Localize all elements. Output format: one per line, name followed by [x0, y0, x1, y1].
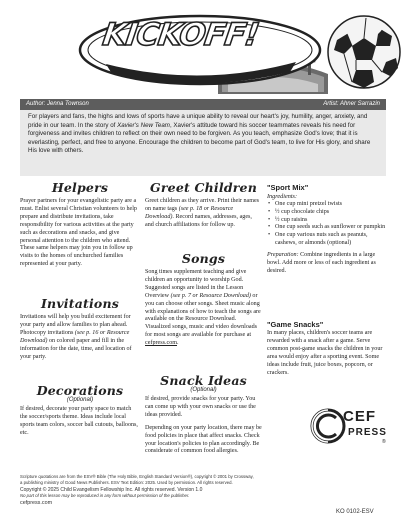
greet-body: [145, 198, 262, 230]
cef-press-logo: [310, 405, 386, 455]
cefpress-link[interactable]: cefpress.com: [145, 340, 177, 347]
greet-text-2: . Record names, addresses, ages, and church affiliations for follow up.: [145, 213, 252, 228]
footer-website-link[interactable]: cefpress.com: [20, 500, 53, 506]
header-artwork: [0, 0, 405, 97]
songs-text-end: .: [176, 340, 179, 347]
ingredients-label: Ingredients:: [267, 193, 298, 200]
invitations-body: [20, 314, 140, 361]
invitations-heading: Invitations: [40, 296, 119, 311]
cef-wordmark: CEF: [343, 408, 376, 425]
registered-mark: ®: [382, 439, 386, 445]
logo-subtitle: SOCCER PARTY: [150, 65, 217, 74]
game-snacks-recipe: [267, 320, 387, 377]
greet-heading: Greet Children: [150, 180, 257, 195]
decorations-heading: Decorations: [36, 383, 124, 398]
list-item: • One cup seeds such as sunflower or pumpkin: [267, 224, 387, 232]
list-item: • ½ cup raisins: [267, 217, 387, 225]
songs-body: [145, 269, 262, 348]
decorations-body: If desired, decorate your party space to match the soccer/sports theme. Ideas include local sports team colors, soccer ball cutouts, balloons, etc.: [20, 406, 138, 436]
sport-mix-title: "Sport Mix": [267, 183, 309, 192]
invitations-section: [20, 296, 140, 361]
greet-ref: (see p. 18 or Resource Download): [145, 205, 234, 220]
scripture-credit-1: Scripture quotations are from the ESV® Bible (The Holy Bible, English Standard Version®), copyright © 2001 by Crossway,: [20, 474, 254, 479]
product-code: KO 0102-ESV: [336, 509, 374, 515]
author-credit: Author: Jenna Townson: [26, 101, 89, 107]
songs-text-1: Song times supplement teaching and give children an opportunity to worship God. Suggested songs are listed in the Lesson Overview: [145, 269, 247, 299]
copyright-line: Copyright © 2025 Child Evangelism Fellowship Inc. All rights reserved. Version 1.0: [20, 487, 203, 493]
helpers-heading: Helpers: [51, 180, 109, 195]
greet-text-1: Greet children as they arrive. Print their names on name tags: [145, 198, 260, 212]
songs-heading: Songs: [181, 251, 226, 266]
snack-body-1: If desired, provide snacks for your party. You can come up with your own snacks or use the ideas provided.: [145, 396, 256, 418]
reproduction-notice: No part of this lesson may be reproduced in any form without permission of the publisher.: [20, 493, 190, 498]
game-snacks-body: In many places, children's soccer teams are rewarded with a snack after a game. Serve common post-game snacks the children in your area would enjoy after a sporting event. Some ideas include fruit, juice boxes, popcorn, or crackers.: [267, 330, 383, 376]
cef-emblem-icon: [310, 405, 346, 449]
scripture-credit-2: a publishing ministry of Good News Publishers. ESV Text Edition: 2025. Used by permission. All rights reserved.: [20, 480, 233, 485]
songs-section: [145, 251, 262, 348]
logo-title: KICKOFF!: [100, 17, 261, 53]
snack-body-2: Depending on your party location, there may be food policies in place that affect snacks. Check your location's policies to plan accordingly. Be considerate of common food allergies.: [145, 424, 262, 455]
preparation-text: [267, 252, 387, 276]
list-item: • ½ cup chocolate chips: [267, 209, 387, 217]
credits-bar: [20, 99, 386, 110]
decorations-section: [20, 383, 140, 438]
songs-text-2: or you can choose other songs. Sheet music along with explanations of how to teach the songs are available on the Resource Download. Visualized songs, music and video downloads for most songs are available for purchase at: [145, 292, 261, 339]
decorations-optional: (Optional): [66, 397, 94, 403]
invitations-text-2: on colored paper and fill in the information for the date, time, and location of your party.: [20, 337, 132, 360]
soccer-ball-illustration: [322, 10, 402, 96]
intro-text-1: For players and fans, the highs and lows of sports have a unique ability to reveal our heart's joy, humility, anger, anxiety, and pride in our team. In the story of: [28, 113, 368, 129]
helpers-body: Prayer partners for your evangelistic party are a must. Enlist several Christian volunteers to help prepare and distribute invitations, take responsibility for various activities at the party such as decorations and snacks, and give personal attention to the children who attend. These same helpers may join you in follow up visits to the homes of unchurched families represented at your party.: [20, 198, 137, 268]
footer: [20, 474, 386, 506]
invitations-text-1: Invitations will help you build excitement for your party and allow families to plan ahead. Photocopy invitations: [20, 314, 131, 336]
preparation-body: Combine ingredients in a large bowl. Add more or less of each ingredient as desired.: [267, 251, 376, 274]
snack-optional: (Optional): [190, 387, 217, 393]
invitations-ref: (see p. 16 or Resource Download): [20, 329, 130, 344]
snack-section: [145, 373, 262, 456]
artist-credit: Artist: Ahner Sarrazin: [323, 101, 380, 107]
game-snacks-title: "Game Snacks": [267, 320, 324, 329]
helpers-section: [20, 180, 140, 269]
sport-mix-recipe: [267, 183, 387, 276]
list-item: • One cup various nuts such as peanuts, cashews, or almonds (optional): [267, 232, 387, 248]
press-wordmark: PRESS: [348, 427, 387, 438]
list-item: • One cup mini pretzel twists: [267, 201, 387, 209]
songs-ref: (see p. 7 or Resource Download): [170, 292, 251, 299]
intro-paragraph: [20, 110, 386, 176]
ingredients-list: [267, 201, 387, 248]
intro-book-title: Xavier's New Team: [117, 121, 170, 129]
intro-text-2: , Xavier's attitude toward his soccer teammates reveals his need for forgiveness and invites children to reflect on their own need to be forgiven. As you teach, emphasize God's love; that it is everlasting, perfect, and free to anyone. Encourage the children to become part of God's team, to live for His glory, and share His love with others.: [28, 121, 371, 155]
snack-heading: Snack Ideas: [160, 373, 247, 388]
greet-section: [145, 180, 262, 230]
preparation-label: Preparation:: [267, 251, 299, 258]
